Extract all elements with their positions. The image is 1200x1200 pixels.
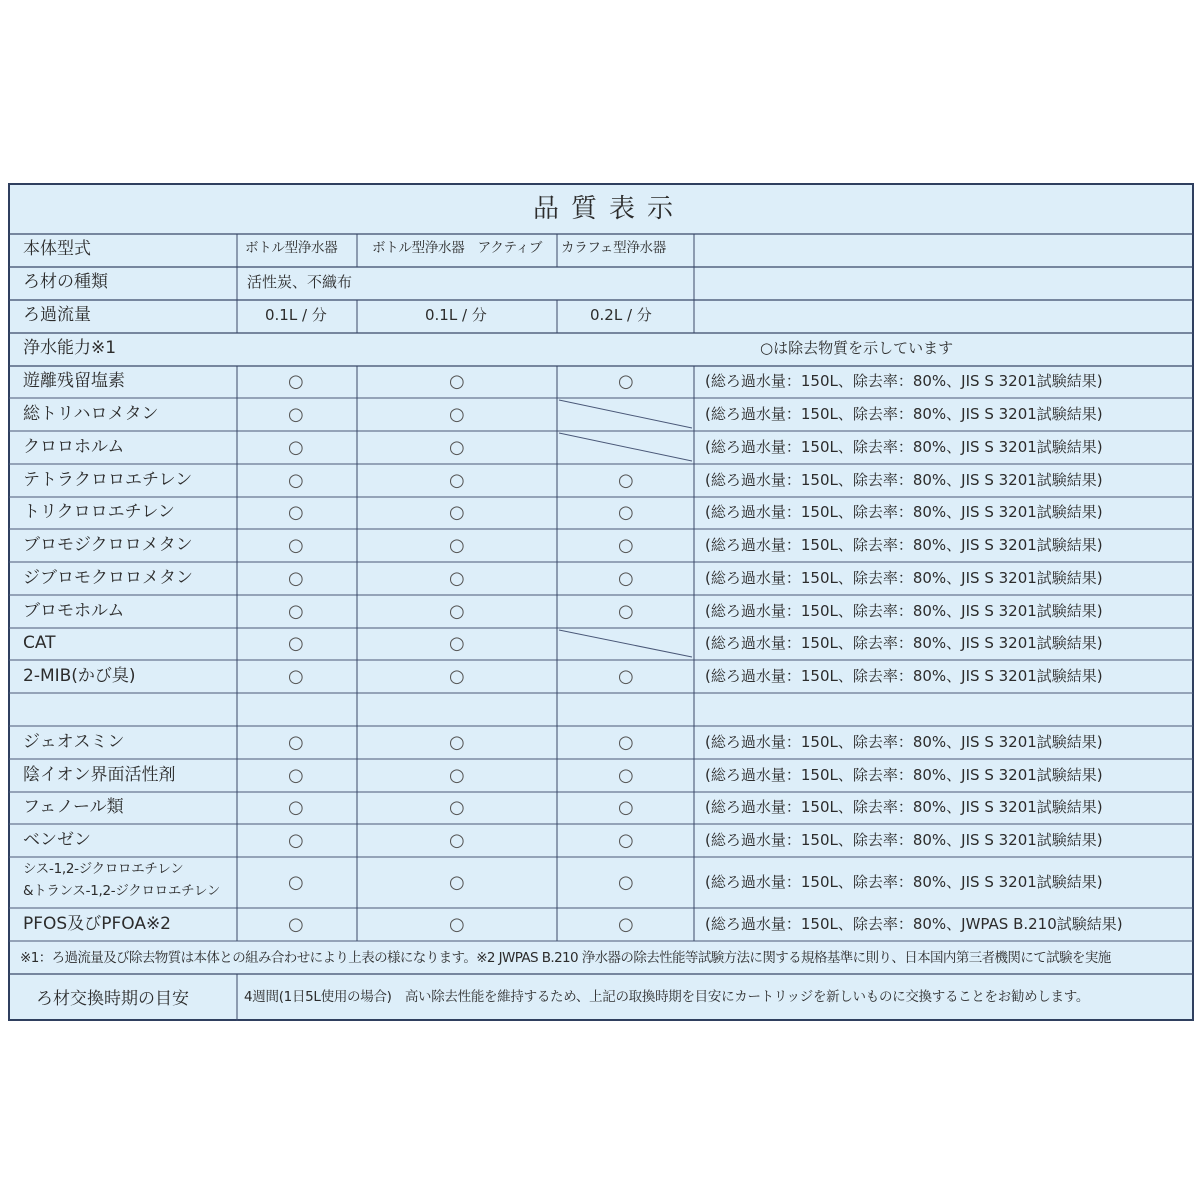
model-name-bottle-active: ボトル型浄水器 アクティブ [372, 240, 543, 256]
test-result: (総ろ過水量：150L、除去率：80%、JIS S 3201試験結果) [705, 568, 1103, 587]
removal-mark: ○ [288, 436, 304, 458]
removal-mark: ○ [618, 469, 634, 491]
substance-name: &トランス-1,2-ジクロロエチレン [23, 882, 221, 899]
test-result: (総ろ過水量：150L、除去率：80%、JIS S 3201試験結果) [705, 601, 1103, 620]
substance-name: 総トリハロメタン [23, 403, 159, 424]
replacement-label: ろ材交換時期の目安 [36, 989, 189, 1009]
removal-mark: ○ [618, 600, 634, 622]
removal-mark: ○ [449, 502, 465, 523]
substance-name: PFOS及びPFOA※2 [23, 913, 172, 934]
removal-mark: ○ [449, 764, 465, 786]
model-name-bottle: ボトル型浄水器 [245, 240, 338, 256]
test-result: (総ろ過水量：150L、除去率：80%、JIS S 3201試験結果) [705, 830, 1103, 849]
substance-name: テトラクロロエチレン [23, 469, 193, 490]
test-result: (総ろ過水量：150L、除去率：80%、JIS S 3201試験結果) [705, 437, 1103, 456]
removal-mark: ○ [618, 371, 634, 392]
test-result: (総ろ過水量：150L、除去率：80%、JIS S 3201試験結果) [705, 503, 1103, 521]
removal-mark: ○ [449, 600, 465, 622]
capability-note: ○は除去物質を示しています [760, 339, 954, 357]
substance-name: クロロホルム [23, 436, 125, 457]
removal-mark: ○ [288, 665, 304, 687]
removal-mark: ○ [288, 829, 304, 851]
replacement-value: 4週間(1日5L使用の場合) 高い除去性能を維持するため、上記の取換時期を目安にカートリッジを新しいものに交換することをお勧めします。 [244, 989, 1090, 1005]
removal-mark: ○ [618, 731, 634, 753]
removal-mark: ○ [449, 403, 465, 425]
flow-value-bottle-active: 0.1L / 分 [425, 306, 487, 324]
substance-name: 陰イオン界面活性剤 [23, 764, 176, 785]
substance-name: ベンゼン [23, 829, 91, 850]
substance-name: トリクロロエチレン [23, 502, 175, 522]
removal-mark: ○ [288, 403, 304, 425]
test-result: (総ろ過水量：150L、除去率：80%、JIS S 3201試験結果) [705, 872, 1103, 891]
test-result: (総ろ過水量：150L、除去率：80%、JIS S 3201試験結果) [705, 798, 1103, 816]
removal-mark: ○ [618, 502, 634, 523]
removal-mark: ○ [288, 600, 304, 622]
removal-mark: ○ [288, 633, 304, 654]
removal-mark: ○ [618, 534, 634, 556]
substance-name: ジェオスミン [23, 731, 125, 752]
flow-value-carafe: 0.2L / 分 [590, 306, 652, 324]
removal-mark: ○ [618, 797, 634, 818]
model-name-carafe: カラフェ型浄水器 [561, 240, 666, 256]
removal-mark: ○ [618, 665, 634, 687]
removal-mark: ○ [288, 764, 304, 786]
test-result: (総ろ過水量：150L、除去率：80%、JWPAS B.210試験結果) [705, 914, 1123, 933]
removal-mark: ○ [288, 871, 304, 893]
removal-mark: ○ [449, 371, 465, 392]
test-result: (総ろ過水量：150L、除去率：80%、JIS S 3201試験結果) [705, 470, 1103, 489]
substance-name: ジブロモクロロメタン [23, 567, 193, 588]
removal-mark: ○ [288, 469, 304, 491]
substance-name: CAT [23, 633, 56, 653]
test-result: (総ろ過水量：150L、除去率：80%、JIS S 3201試験結果) [705, 765, 1103, 784]
media-label: ろ材の種類 [23, 272, 108, 292]
removal-mark: ○ [288, 913, 304, 935]
removal-mark: ○ [288, 534, 304, 556]
removal-mark: ○ [449, 436, 465, 458]
removal-mark: ○ [449, 633, 465, 654]
test-result: (総ろ過水量：150L、除去率：80%、JIS S 3201試験結果) [705, 535, 1103, 554]
test-result: (総ろ過水量：150L、除去率：80%、JIS S 3201試験結果) [705, 404, 1103, 423]
flow-value-bottle: 0.1L / 分 [265, 306, 327, 324]
removal-mark: ○ [449, 665, 465, 687]
media-value: 活性炭、不織布 [247, 273, 353, 291]
removal-mark: ○ [449, 797, 465, 818]
removal-mark: ○ [449, 871, 465, 893]
removal-mark: ○ [618, 567, 634, 589]
test-result: (総ろ過水量：150L、除去率：80%、JIS S 3201試験結果) [705, 634, 1103, 652]
removal-mark: ○ [618, 871, 634, 893]
removal-mark: ○ [618, 764, 634, 786]
substance-name: ブロモジクロロメタン [23, 534, 193, 555]
removal-mark: ○ [618, 913, 634, 935]
removal-mark: ○ [288, 731, 304, 753]
removal-mark: ○ [449, 731, 465, 753]
removal-mark: ○ [288, 502, 304, 523]
substance-name: ブロモホルム [23, 600, 125, 621]
substance-name: 2-MIB(かび臭) [23, 665, 136, 686]
removal-mark: ○ [449, 534, 465, 556]
footnote: ※1：ろ過流量及び除去物質は本体との組み合わせにより上表の様になります。※2 JWPAS B.210 浄水器の除去性能等試験方法に関する規格基準に則り、日本国内第三者機関にて試験を実施 [20, 950, 1111, 966]
flow-label: ろ過流量 [23, 305, 91, 325]
substance-name: フェノール類 [23, 797, 124, 817]
removal-mark: ○ [288, 797, 304, 818]
test-result: (総ろ過水量：150L、除去率：80%、JIS S 3201試験結果) [705, 732, 1103, 751]
removal-mark: ○ [288, 567, 304, 589]
test-result: (総ろ過水量：150L、除去率：80%、JIS S 3201試験結果) [705, 372, 1103, 390]
removal-mark: ○ [288, 371, 304, 392]
removal-mark: ○ [449, 913, 465, 935]
substance-name: 遊離残留塩素 [23, 371, 125, 391]
model-label: 本体型式 [23, 239, 91, 259]
page-title: 品質表示 [533, 194, 686, 224]
capability-label: 浄水能力※1 [23, 338, 117, 358]
test-result: (総ろ過水量：150L、除去率：80%、JIS S 3201試験結果) [705, 666, 1103, 685]
removal-mark: ○ [449, 469, 465, 491]
substance-name: シス-1,2-ジクロロエチレン [23, 860, 184, 877]
removal-mark: ○ [449, 567, 465, 589]
removal-mark: ○ [449, 829, 465, 851]
removal-mark: ○ [618, 829, 634, 851]
